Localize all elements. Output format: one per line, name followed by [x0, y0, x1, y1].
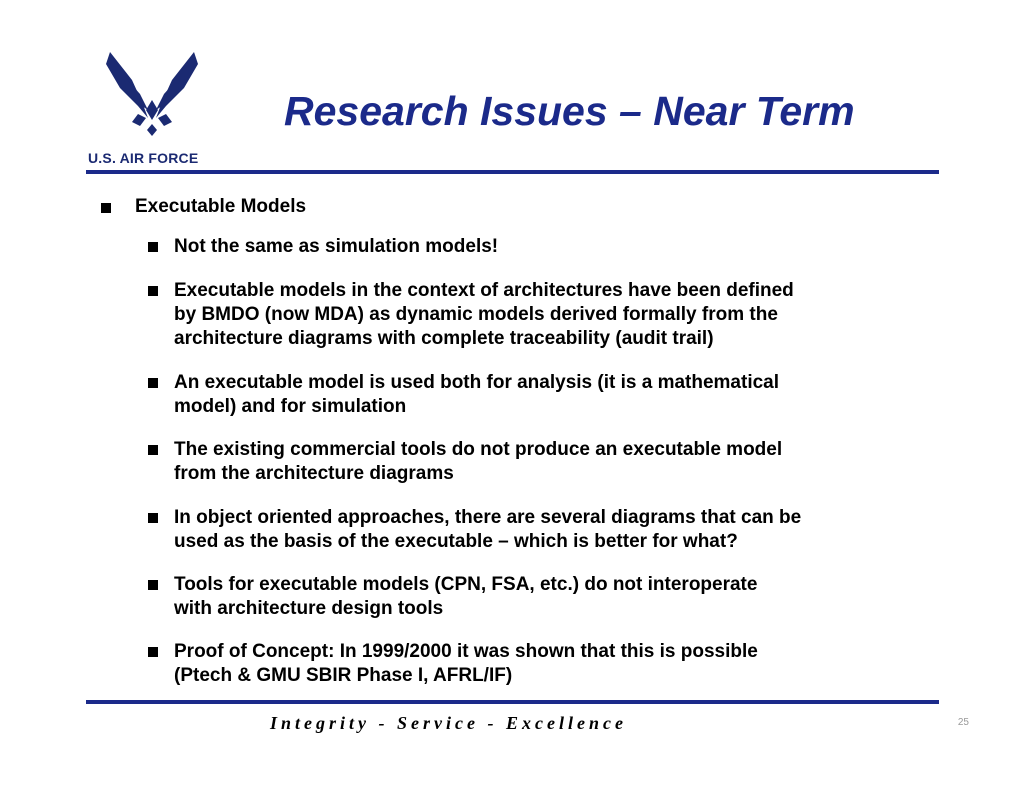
square-bullet-icon [148, 580, 158, 590]
sub-bullet: An executable model is used both for analysis (it is a mathematical model) and for simulation [174, 372, 780, 417]
square-bullet-icon [148, 647, 158, 657]
footer-tagline: Integrity - Service - Excellence [270, 713, 627, 733]
footer-divider [86, 700, 939, 704]
sub-bullet: Not the same as simulation models! [174, 236, 499, 257]
sub-bullet: Executable models in the context of architectures have been defined by BMDO (now MDA) as dynamic models derived formally from the architecture diagrams with complete traceability (audit trail) [174, 280, 794, 349]
page-title: Research Issues – Near Term [284, 88, 855, 134]
square-bullet-icon [148, 286, 158, 296]
square-bullet-icon [148, 445, 158, 455]
main-bullet: Executable Models [135, 196, 307, 217]
sub-bullet: The existing commercial tools do not produce an executable model from the architecture diagrams [174, 439, 783, 484]
square-bullet-icon [148, 378, 158, 388]
sub-bullet: Tools for executable models (CPN, FSA, etc.) do not interoperate with architecture design tools [174, 574, 758, 619]
square-bullet-icon [148, 242, 158, 252]
logo-text: U.S. AIR FORCE [88, 150, 199, 166]
square-bullet-icon [148, 513, 158, 523]
page-number: 25 [957, 717, 969, 728]
square-bullet-icon [101, 203, 111, 213]
sub-bullet: Proof of Concept: In 1999/2000 it was shown that this is possible (Ptech & GMU SBIR Phase I, AFRL/IF) [174, 641, 758, 686]
sub-bullet: In object oriented approaches, there are several diagrams that can be used as the basis of the executable – which is better for what? [174, 507, 802, 552]
